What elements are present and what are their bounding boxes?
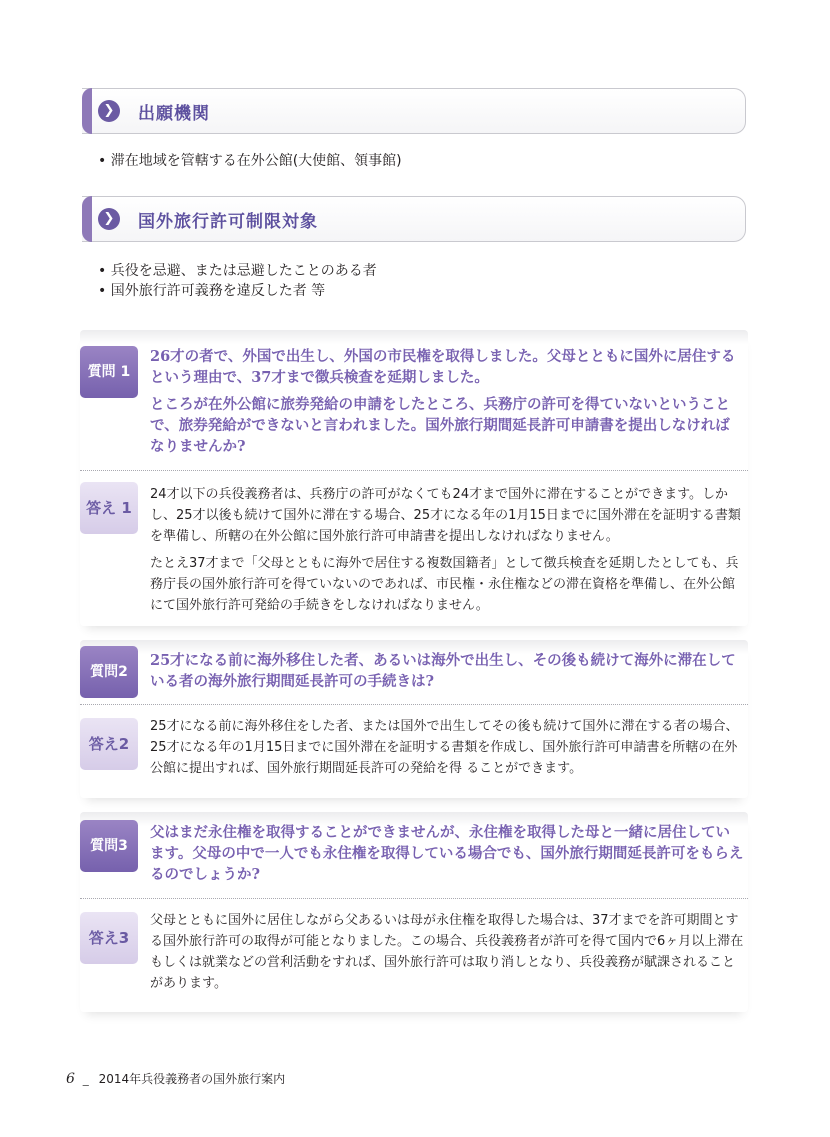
answer-paragraph: たとえ37才まで「父母とともに海外で居住する複数国籍者」として徴兵検査を延期したとしても、兵務庁長の国外旅行許可を得ていないのであれば、市民権・永住権などの滞在資格を準備し、在外公館にて国外旅行許可発給の手続きをしなければなりません。: [150, 556, 739, 613]
question-badge: 質問3: [80, 820, 138, 872]
page-footer: [66, 1070, 285, 1087]
bullet-item: • 国外旅行許可義務を違反した者 等: [98, 281, 377, 301]
footer-separator: _: [82, 1072, 89, 1086]
qa-card-1: [80, 330, 748, 626]
question-paragraph: ところが在外公館に旅券発給の申請をしたところ、兵務庁の許可を得ていないということで、旅券発給ができないと言われました。国外旅行期間延長許可申請書を提出しなければなりませんか?: [150, 396, 730, 455]
section-header-restriction-targets: [82, 196, 746, 242]
bullet-list-application-office: [98, 151, 402, 171]
qa-divider: [80, 704, 748, 705]
qa-card-3: [80, 812, 748, 1012]
answer-paragraph: 24才以下の兵役義務者は、兵務庁の許可がなくても24才まで国外に滞在することができます。しかし、25才以後も続けて国外に滞在する場合、25才になる年の1月15日までに国外滞在を証明する書類を準備し、所轄の在外公館に国外旅行許可申請書を提出しなければなりません。: [150, 487, 741, 544]
question-text: [150, 650, 744, 698]
answer-text: [150, 716, 744, 785]
chevron-right-icon: ❯: [98, 208, 120, 230]
footer-title: 2014年兵役義務者の国外旅行案内: [98, 1072, 286, 1086]
section-title: 国外旅行許可制限対象: [138, 212, 318, 232]
question-paragraph: 25才になる前に海外移住した者、あるいは海外で出生し、その後も続けて海外に滞在している者の海外旅行期間延長許可の手続きは?: [150, 652, 736, 690]
answer-text: [150, 910, 744, 1000]
answer-badge: 答え3: [80, 912, 138, 964]
bullet-list-restriction-targets: [98, 261, 377, 301]
section-header-application-office: [82, 88, 746, 134]
question-text: [150, 822, 744, 891]
section-title: 出願機関: [138, 104, 210, 124]
question-paragraph: 26才の者で、外国で出生し、外国の市民権を取得しました。父母とともに国外に居住するという理由で、37才まで徴兵検査を延期しました。: [150, 348, 736, 386]
answer-badge: 答え 1: [80, 482, 138, 534]
bullet-item: • 滞在地域を管轄する在外公館(大使館、領事館): [98, 151, 402, 171]
question-badge: 質問2: [80, 646, 138, 698]
answer-badge: 答え2: [80, 718, 138, 770]
qa-card-2: [80, 640, 748, 798]
qa-divider: [80, 898, 748, 899]
question-paragraph: 父はまだ永住権を取得することができませんが、永住権を取得した母と一緒に居住しています。父母の中で一人でも永住権を取得している場合でも、国外旅行期間延長許可をもらえるのでしょうか?: [150, 824, 744, 883]
chevron-right-icon: ❯: [98, 100, 120, 122]
section-accent-bar: [82, 196, 92, 242]
bullet-item: • 兵役を忌避、または忌避したことのある者: [98, 261, 377, 281]
question-badge: 質問 1: [80, 346, 138, 398]
page-number: 6: [66, 1071, 75, 1087]
question-text: [150, 346, 744, 463]
answer-text: [150, 484, 744, 622]
qa-divider: [80, 470, 748, 471]
answer-paragraph: 父母とともに国外に居住しながら父あるいは母が永住権を取得した場合は、37才までを許可期間とする国外旅行許可の取得が可能となりました。この場合、兵役義務者が許可を得て国内で6ヶ月以上滞在もしくは就業などの営利活動をすれば、国外旅行許可は取り消しとなり、兵役義務が賦課されることがあります。: [150, 913, 744, 991]
answer-paragraph: 25才になる前に海外移住をした者、または国外で出生してその後も続けて国外に滞在する者の場合、25才になる年の1月15日までに国外滞在を証明する書類を作成し、国外旅行許可申請書を所轄の在外公館に提出すれば、国外旅行期間延長許可の発給を得 ることができます。: [150, 719, 739, 776]
section-accent-bar: [82, 88, 92, 134]
